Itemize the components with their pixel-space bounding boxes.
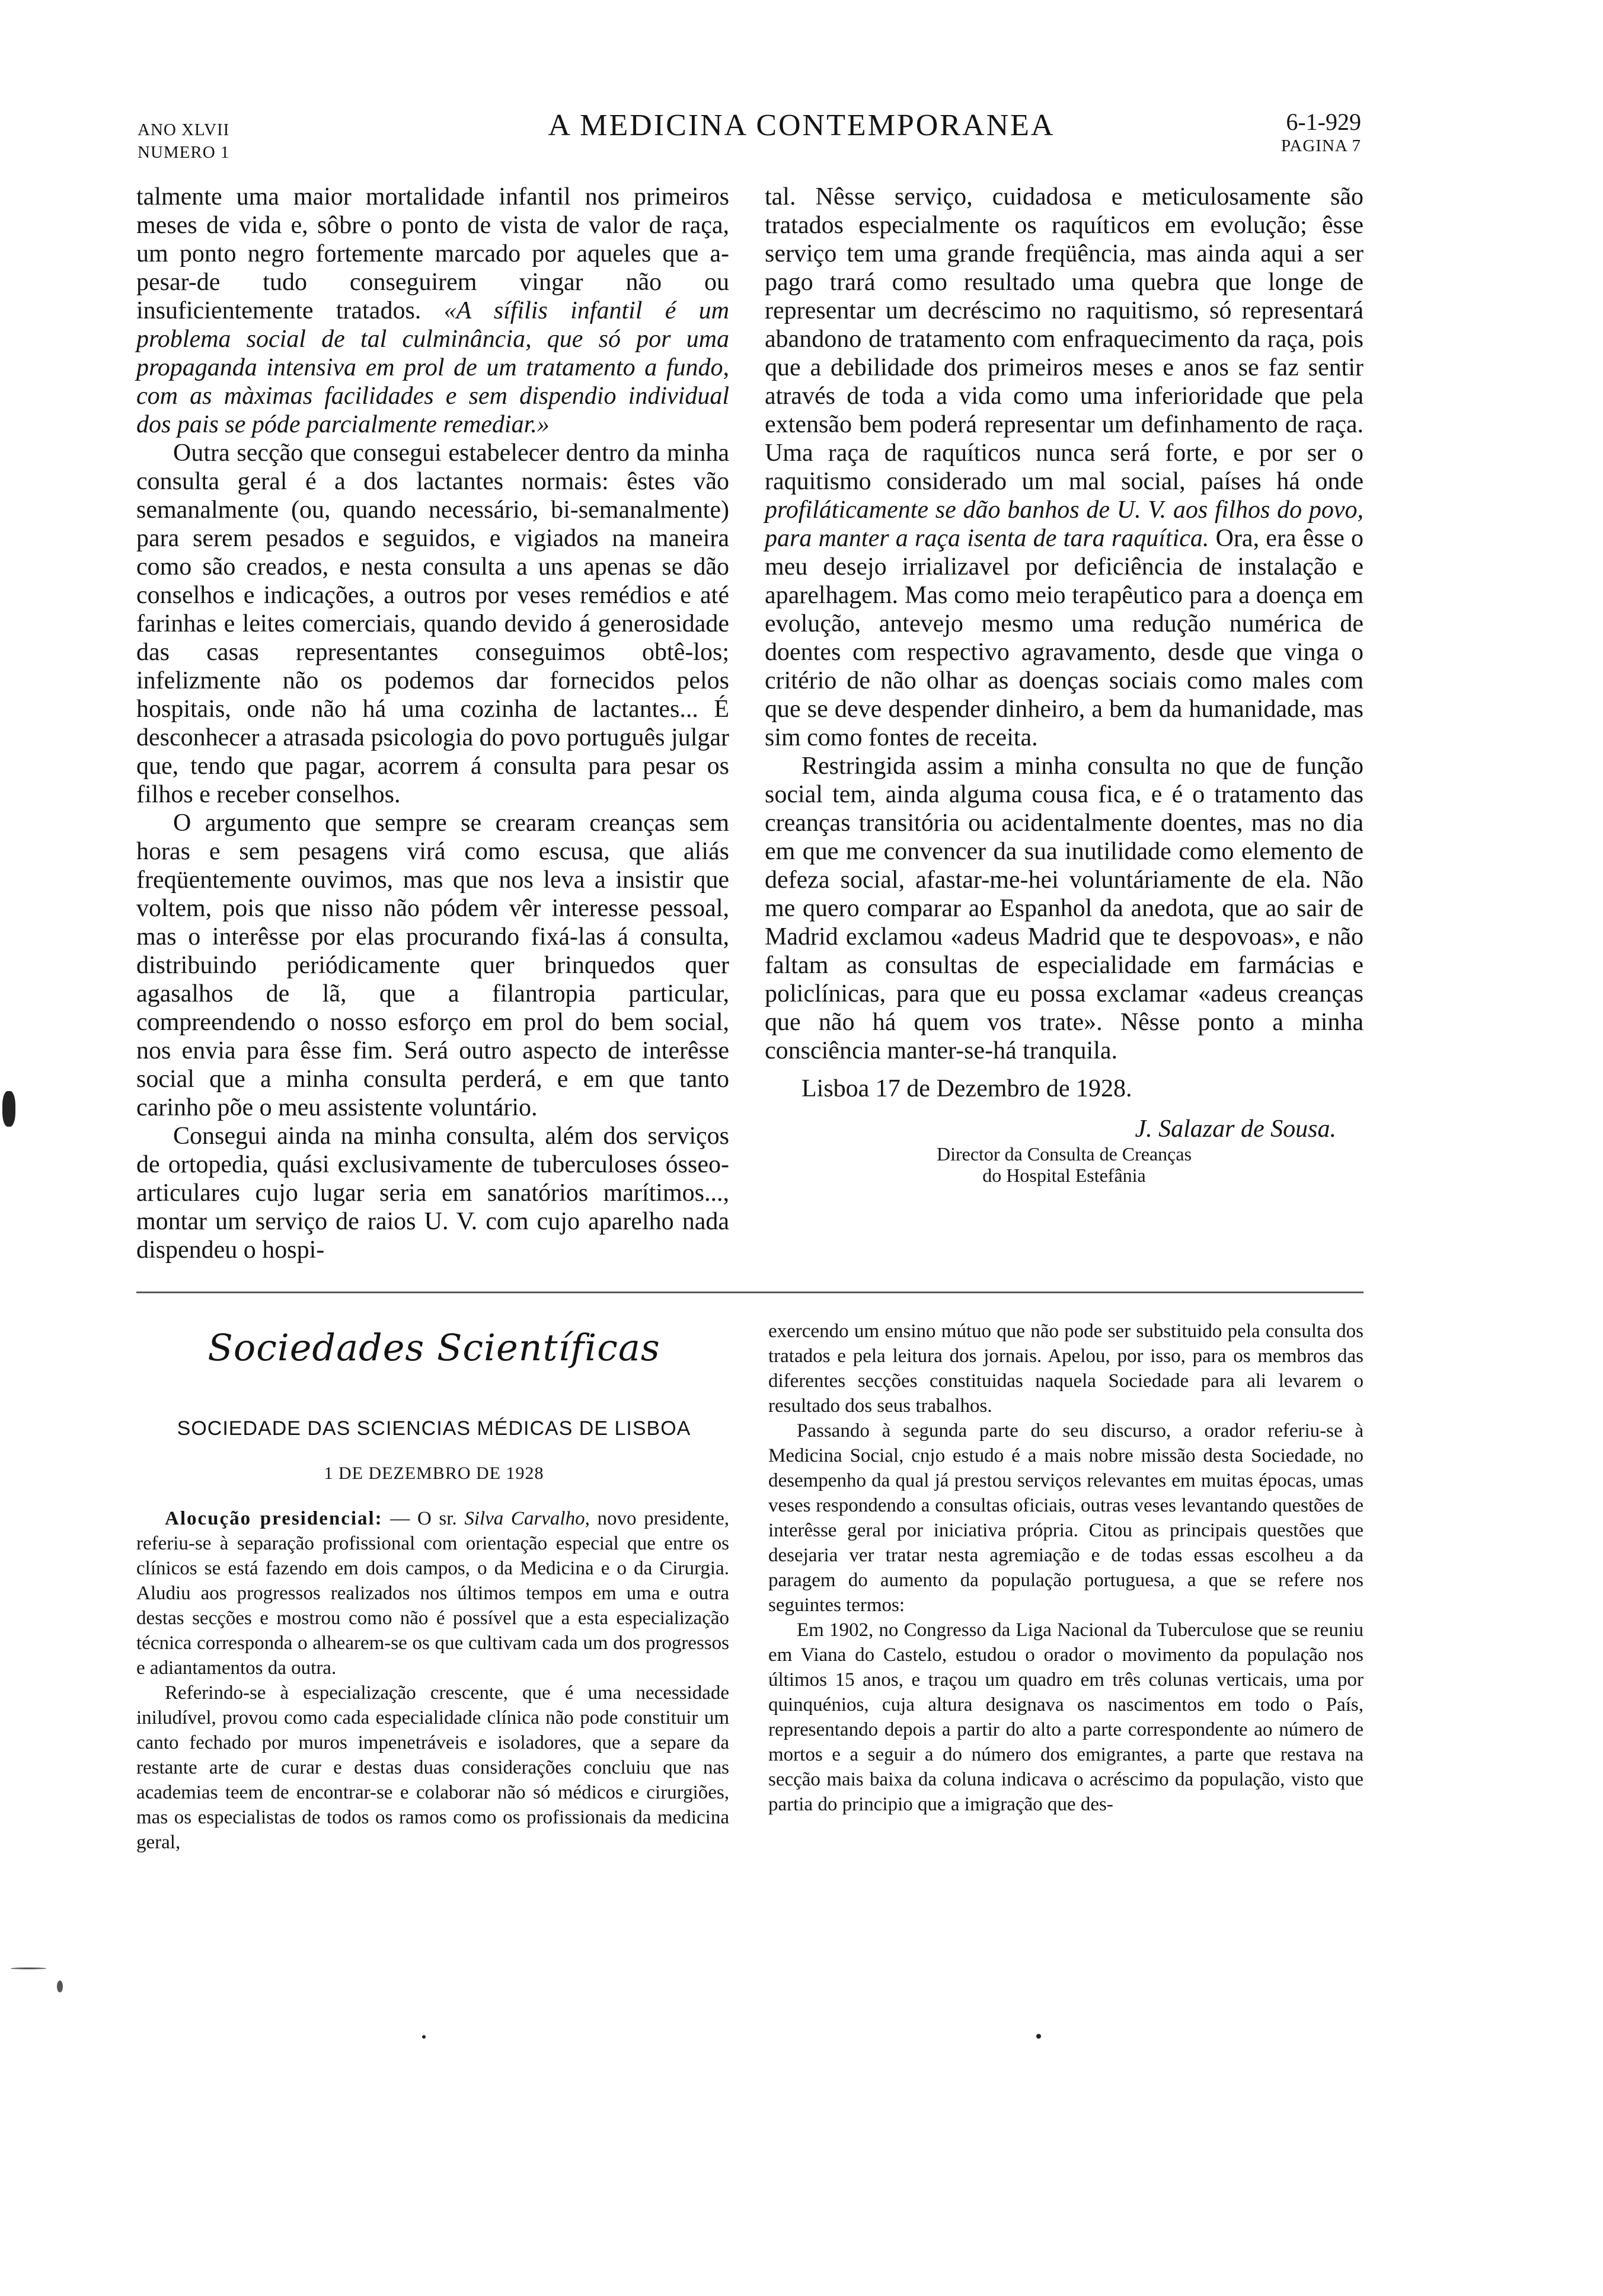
issue-date: 6-1-929 bbox=[1286, 109, 1361, 135]
society-text: novo presidente, referiu-se à separação profissional com orientação especial que entre os clínicos se está fazendo em dois campos, o da Medicina e o da Cirurgia. Aludiu aos progressos realizados nos últimos tempos em uma e outra destas secções e mostrou como não é possível que a esta especialização técnica corresponda o alhearem-se os que cultivam cada um dos progressos e adiantamentos da outra. bbox=[136, 1508, 729, 1679]
scan-speck bbox=[57, 1981, 63, 1992]
issue-number: NUMERO 1 bbox=[138, 143, 230, 162]
society-right-column bbox=[768, 1319, 1363, 1817]
section-title: Sociedades Scientíficas bbox=[207, 1326, 660, 1369]
society-paragraph: Em 1902, no Congresso da Liga Nacional da Tuberculose que se reuniu em Viana do Castelo, estudou o orador o movimento da população nos últimos 15 anos, e traçou um quadro em três colunas verticais, uma por quinquénios, cuja altura designava os nascimentos em todo o País, representando depois a partir do alto a parte correspondente ao número de mortos e a seguir a do número dos emigrantes, a parte que restava na secção mais baixa da coluna indicava o acréscimo da população, visto que partia do principio que a imigração que des- bbox=[768, 1619, 1363, 1815]
society-name: SOCIEDADE DAS SCIENCIAS MÉDICAS DE LISBOA bbox=[177, 1417, 691, 1440]
paragraph-lead: Alocução presidencial: bbox=[165, 1508, 383, 1529]
article-paragraph: O argumento que sempre se crearam creanças sem horas e sem pesagens virá como escusa, que aliás freqüentemente ouvimos, mas que nos leva a insistir que voltem, pois que nisso não pódem vêr interesse pessoal, mas o interêsse por elas procurando fixá-las á consulta, distribuindo periódicamente quer brinquedos quer agasalhos de lã, que a filantropia particular, compreendendo o nosso esforço em prol do bem social, nos envia para êsse fim. Será outro aspecto de interêsse social que a minha consulta perderá, e em que tanto carinho põe o meu assistente voluntário. bbox=[136, 809, 729, 1121]
article-text: tal. Nêsse serviço, cuidadosa e meticulosamente são tratados especialmente os raquíticos em evolução; êsse serviço tem uma grande freqüência, mas ainda aqui a ser pago trará como resultado uma quebra que longe de representar um decréscimo no raquitismo, só representará abandono de tratamento com enfraquecimento da raça, pois que a debilidade dos primeiros meses e anos se faz sentir através de toda a vida como uma inferioridade que pela extensão bem poderá representar um definhamento de raça. Uma raça de raquíticos nunca será forte, e por ser o raquitismo considerado um mal social, países há onde bbox=[765, 183, 1363, 495]
society-left-column bbox=[136, 1506, 729, 1855]
scan-speck bbox=[422, 2035, 426, 2039]
article-right-column bbox=[765, 183, 1363, 1186]
society-paragraph: Referindo-se à especialização crescente, que é uma necessidade iniludível, provou como cada especialidade clínica não pode constituir um canto fechado por muros impenetráveis e isoladores, que a separe da restante arte de curar e destas duas considerações concluiu que nas academias teem de encontrar-se e colaborar não só médicos e cirurgiões, mas os especialistas de todos os ramos como os profissionais da medicina geral, bbox=[136, 1682, 729, 1853]
page-info bbox=[1281, 110, 1361, 158]
article-paragraph bbox=[136, 183, 729, 439]
article-dateline: Lisboa 17 de Dezembro de 1928. bbox=[802, 1075, 1132, 1102]
article-paragraph: Outra secção que consegui estabelecer dentro da minha consulta geral é a dos lactantes normais: êstes vão semanalmente (ou, quando necessário, bi-semanalmente) para serem pesados e seguidos, e vigiados na maneira como são creados, e nesta consulta a uns apenas se dão conselhos e indicações, a outros por veses remédios e até farinhas e leites comerciais, quando devido á generosidade das casas representantes conseguimos obtê-los; infelizmente não os podemos dar fornecidos pelos hospitais, onde não há uma cozinha de lactantes... É desconhecer a atrasada psicologia do povo português julgar que, tendo que pagar, acorrem á consulta para pesar os filhos e receber conselhos. bbox=[136, 439, 729, 808]
issue-year: ANO XLVII bbox=[138, 120, 230, 139]
article-quote: «A sífilis infantil é um problema social de tal culminância, que só por uma propaganda intensiva em prol de um tratamento a fundo, com as màximas facilidades e sem dispendio individual dos pais se póde parcialmente remediar.» bbox=[136, 297, 729, 438]
journal-title: A MEDICINA CONTEMPORANEA bbox=[548, 109, 1055, 142]
article-text: talmente uma maior mortalidade infantil nos primeiros meses de vida e, sôbre o ponto de vista de valor de raça, um ponto negro fortemente marcado por aqueles que a-pesar-de tudo conseguirem vingar não ou insuficientemente tratados. bbox=[136, 183, 729, 324]
scan-speck bbox=[1036, 2034, 1041, 2039]
author-role-line-1: Director da Consulta de Creanças bbox=[936, 1143, 1192, 1165]
article-left-column bbox=[136, 183, 729, 1264]
article-paragraph bbox=[765, 183, 1363, 752]
article-text: Ora, era êsse o meu desejo irrializavel por deficiência de instalação e aparelhagem. Mas como meio terapêutico para a doença em evolução, antevejo mesmo uma redução numérica de doentes com respectivo agravamento, desde que vinga o critério de não olhar as doenças sociais como males com que se deve despender dinheiro, a bem da humanidade, mas sim como fontes de receita. bbox=[765, 525, 1364, 751]
scan-speck bbox=[11, 1967, 46, 1969]
society-paragraph: Passando à segunda parte do seu discurso, a orador referiu-se à Medicina Social, cnjo estudo é a mais nobre missão desta Sociedade, no desempenho da qual já prestou serviços relevantes em muitas épocas, umas veses respondendo a consultas oficiais, outras veses levantando questões de interêsse geral por iniciativa própria. Citou as principais questões que desejaria ver tratar nesta agremiação e de todas essas escolheu a da paragem do aumento da população portuguesa, a que se refere nos seguintes termos: bbox=[768, 1420, 1363, 1616]
article-paragraph: Consegui ainda na minha consulta, além dos serviços de ortopedia, quási exclusivamente de tuberculoses ósseo-articulares cujo lugar seria em sanatórios marítimos..., montar um serviço de raios U. V. com cujo aparelho nada dispendeu o hospi- bbox=[136, 1123, 729, 1264]
article-author: J. Salazar de Sousa. bbox=[1135, 1115, 1336, 1143]
society-paragraph bbox=[136, 1506, 729, 1680]
president-name: Silva Carvalho, bbox=[464, 1508, 590, 1529]
session-date: 1 DE DEZEMBRO DE 1928 bbox=[324, 1463, 544, 1483]
article-emphasis: profiláticamente se dão banhos de U. V. aos filhos do povo, para manter a raça isenta de tara raquítica. bbox=[765, 496, 1363, 552]
page-number: PAGINA 7 bbox=[1281, 136, 1361, 155]
article-paragraph: Restringida assim a minha consulta no que de função social tem, ainda alguma cousa fica, e é o tratamento das creanças transitória ou acidentalmente doentes, mas no dia em que me convencer da sua inutilidade como elemento de defeza social, afastar-me-hei voluntáriamente de ela. Não me quero comparar ao Espanhol da anedota, que ao sair de Madrid exclamou «adeus Madrid que te despovoas», e não faltam as consultas de especialidade em farmácias e policlínicas, para que eu possa exclamar «adeus creanças que não há quem vos trate». Nêsse ponto a minha consciência manter-se-há tranquila. bbox=[765, 752, 1363, 1064]
author-role-line-2: do Hospital Estefânia bbox=[982, 1165, 1146, 1186]
scan-speck bbox=[2, 1091, 15, 1127]
society-paragraph: exercendo um ensino mútuo que não pode ser substituido pela consulta dos tratados e pela leitura dos jornais. Apelou, por isso, para os membros das diferentes secções constituidas naquela Sociedade para ali levarem o resultado dos seus trabalhos. bbox=[768, 1321, 1363, 1417]
society-text: — O sr. bbox=[382, 1508, 465, 1529]
section-divider bbox=[136, 1292, 1363, 1293]
